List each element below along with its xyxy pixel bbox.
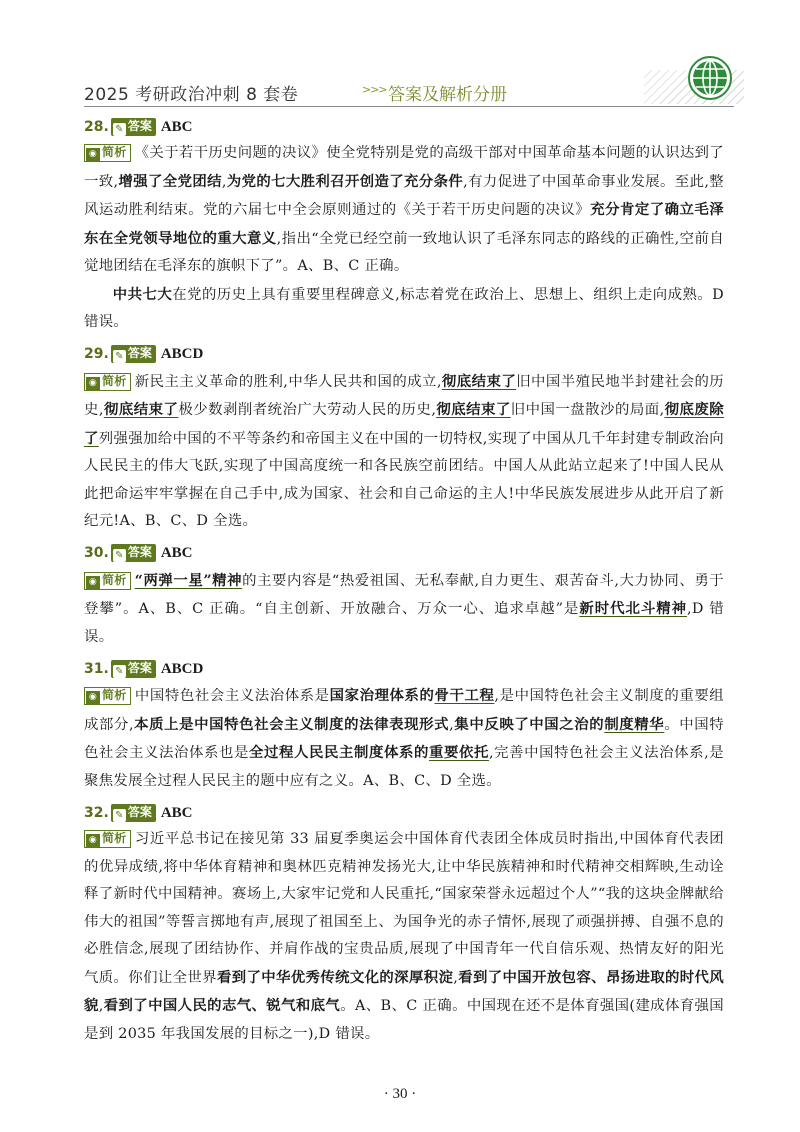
answer-tag [111, 118, 156, 136]
body-text: 。A、B、C 正确。中国现在还不是体育强国(建成体育强国是到 2035 年我国发展的目标之一),D 错误。 [84, 998, 724, 1042]
analysis-paragraph [84, 567, 724, 652]
answer-tag [111, 660, 156, 678]
emphasis-text: 彻底结束了 [103, 401, 179, 418]
analysis-tag [84, 687, 131, 705]
question-number: 29. [84, 346, 109, 362]
body-text: 旧中国一盘散沙的局面, [510, 402, 665, 418]
page-number: · 30 · [383, 1086, 417, 1102]
answer-tag-label: 答案 [127, 804, 152, 819]
pen-icon: ✎ [113, 350, 126, 363]
emphasis-text: 为党的七大胜利召开创造了充分条件 [226, 172, 464, 190]
globe-icon [688, 56, 732, 100]
eye-icon: ◉ [86, 148, 100, 161]
emphasis-text: 制度精华 [604, 715, 665, 733]
answer-value: ABCD [160, 346, 204, 362]
answer-tag-label: 答案 [127, 660, 152, 675]
question-number: 30. [84, 545, 109, 561]
answer-tag [111, 345, 156, 363]
body-text: , [221, 173, 227, 190]
pen-icon: ✎ [113, 549, 126, 562]
page-header [84, 70, 734, 107]
question-block [84, 800, 724, 1048]
analysis-paragraph [84, 826, 724, 1048]
emphasis-text: 彻底结束了 [441, 372, 517, 390]
emphasis-text: 本质上是中国特色社会主义制度的法律表现形式 [133, 715, 450, 733]
analysis-paragraph [84, 682, 724, 795]
question-header [84, 114, 724, 138]
question-number: 32. [84, 804, 109, 821]
analysis-tag [84, 830, 131, 848]
body-text: 在党的历史上具有重要里程碑意义,标志着党在政治上、思想上、组织上走向成熟。D 错误。 [84, 286, 725, 330]
analysis-tag-label: 简析 [102, 145, 127, 159]
question-header [84, 656, 724, 680]
question-block [84, 114, 724, 337]
analysis-tag-label: 简析 [102, 572, 127, 587]
answer-value: ABC [160, 545, 193, 561]
question-header [84, 800, 724, 824]
emphasis-wrapper [429, 744, 489, 761]
analysis-tag-label: 简析 [102, 688, 127, 702]
emphasis-text: 重要依托 [428, 744, 489, 761]
emphasis-text: 中共七大 [112, 285, 173, 303]
emphasis-text: 国家治理体系的 [329, 687, 435, 704]
question-block [84, 656, 724, 795]
emphasis-text: 集中反映了中国之治的 [454, 715, 605, 733]
body-text: , [453, 969, 459, 986]
body-text: , [98, 998, 104, 1014]
emphasis-text: 新时代北斗精神 [579, 600, 688, 617]
analysis-paragraph [84, 281, 724, 337]
pen-icon: ✎ [113, 809, 126, 822]
answer-tag [111, 804, 156, 822]
answer-tag [111, 544, 156, 562]
pen-icon: ✎ [113, 665, 126, 678]
emphasis-wrapper [579, 600, 687, 617]
eye-icon: ◉ [86, 377, 100, 390]
body-text: 。中国特色社会主义法治体系也是 [84, 716, 724, 761]
body-text: ,指出“全党已经空前一致地认识了毛泽东同志的路线的正确性,空前自觉地团结在毛泽东的旗帜下了”。A、B、C 正确。 [84, 230, 725, 274]
answer-value: ABC [160, 804, 193, 821]
body-text: 极少数剥削者统治广大劳动人民的历史, [178, 402, 437, 418]
analysis-paragraph [84, 368, 724, 536]
question-number: 28. [84, 118, 109, 135]
analysis-tag [84, 373, 131, 391]
body-text: 《关于若干历史问题的决议》使全党特别是党的高级干部对中国革命基本问题的认识达到了一致, [84, 145, 724, 190]
eye-icon: ◉ [86, 576, 100, 589]
body-text: ,是中国特色社会主义制度的重要组成部分, [84, 688, 724, 733]
answer-value: ABCD [160, 660, 204, 677]
body-text: 习近平总书记在接见第 33 届夏季奥运会中国体育代表团全体成员时指出,中国体育代表团的优异成绩,将中华体育精神和奥林匹克精神发扬光大,让中华民族精神和时代精神交相辉映,生动诠释了新时代中国精神。赛场上,大家牢记党和人民重托,“国家荣誉永远超过个人”“我的这块金牌献给伟大的祖国”等誓言掷地有声,展现了祖国至上、为国争光的赤子情怀,展现了顽强拼搏、自强不息的必胜信念,展现了团结协作、并肩作战的宝贵品质,展现了中国青年一代自信乐观、热情友好的阳光气质。你们让全世界 [84, 831, 724, 986]
analysis-paragraph [84, 140, 724, 281]
analysis-tag-label: 简析 [102, 831, 127, 845]
emphasis-wrapper [436, 401, 511, 418]
emphasis-text: “两弹一星”精神 [134, 571, 243, 589]
question-header [84, 541, 724, 565]
answer-content [84, 114, 724, 1053]
body-text: ,有力促进了中国革命事业发展。至此,整风运动胜利结束。党的六届七中全会原则通过的《关于若干历史问题的决议》 [84, 173, 724, 218]
emphasis-text: 看到了中国开放包容、昂扬进取的时代风貌 [84, 968, 724, 1014]
emphasis-text: 看到了中国人民的志气、锐气和底气 [103, 997, 341, 1014]
eye-icon: ◉ [86, 691, 100, 704]
body-text: 新民主主义革命的胜利,中华人民共和国的成立, [134, 373, 442, 390]
answer-tag-label: 答案 [127, 545, 152, 559]
body-text: , [449, 716, 455, 733]
emphasis-wrapper [104, 401, 179, 418]
book-title: 2025 考研政治冲刺 8 套卷 [84, 85, 299, 105]
body-text: ,完善中国特色社会主义法治体系,是聚焦发展全过程人民民主的题中应有之义。A、B、C、D 全选。 [84, 745, 724, 789]
pen-icon: ✎ [113, 123, 126, 136]
emphasis-wrapper [135, 572, 243, 589]
body-text: 列强强加给中国的不平等条约和帝国主义在中国的一切特权,实现了中国从几千年封建专制政治向人民民主的伟大飞跃,实现了中国高度统一和各民族空前团结。中国人从此站立起来了!中国人民从此把命运牢牢掌握在自己手中,成为国家、社会和自己命运的主人!中华民族发展进步从此开启了新纪元!A、B、C、D 全选。 [84, 430, 724, 529]
body-text: ,D 错误。 [84, 601, 724, 645]
analysis-tag [84, 572, 131, 590]
emphasis-text: 全过程人民民主制度体系的 [248, 744, 429, 761]
question-header [84, 342, 724, 366]
analysis-tag-label: 简析 [102, 373, 127, 388]
emphasis-text: 增强了全党团结 [118, 172, 222, 190]
body-text: 旧中国半殖民地半封建社会的历史, [84, 373, 724, 418]
emphasis-text: 充分肯定了确立毛泽东在全党领导地位的重大意义 [84, 201, 724, 247]
question-number: 31. [84, 660, 109, 677]
answer-tag-label: 答案 [127, 118, 152, 133]
analysis-tag [84, 144, 131, 162]
emphasis-wrapper [435, 687, 495, 704]
body-text: 中国特色社会主义法治体系是 [134, 688, 330, 704]
emphasis-text: 彻底废除了 [84, 401, 724, 447]
answer-tag-label: 答案 [127, 346, 152, 360]
section-title: 答案及解析分册 [388, 85, 507, 105]
emphasis-wrapper [604, 716, 664, 733]
eye-icon: ◉ [86, 834, 100, 847]
answer-value: ABC [160, 118, 193, 135]
body-text: 的主要内容是“热爱祖国、无私奉献,自力更生、艰苦奋斗,大力协同、勇于登攀”。A、B、C 正确。“自主创新、开放融合、万众一心、追求卓越”是 [84, 572, 724, 617]
emphasis-wrapper [442, 373, 516, 390]
emphasis-text: 骨干工程 [434, 687, 495, 704]
arrow-icon: >>> [362, 83, 387, 96]
emphasis-text: 彻底结束了 [436, 401, 511, 418]
question-block [84, 342, 724, 536]
emphasis-text: 看到了中华优秀传统文化的深厚积淀 [216, 968, 454, 986]
question-block [84, 541, 724, 652]
